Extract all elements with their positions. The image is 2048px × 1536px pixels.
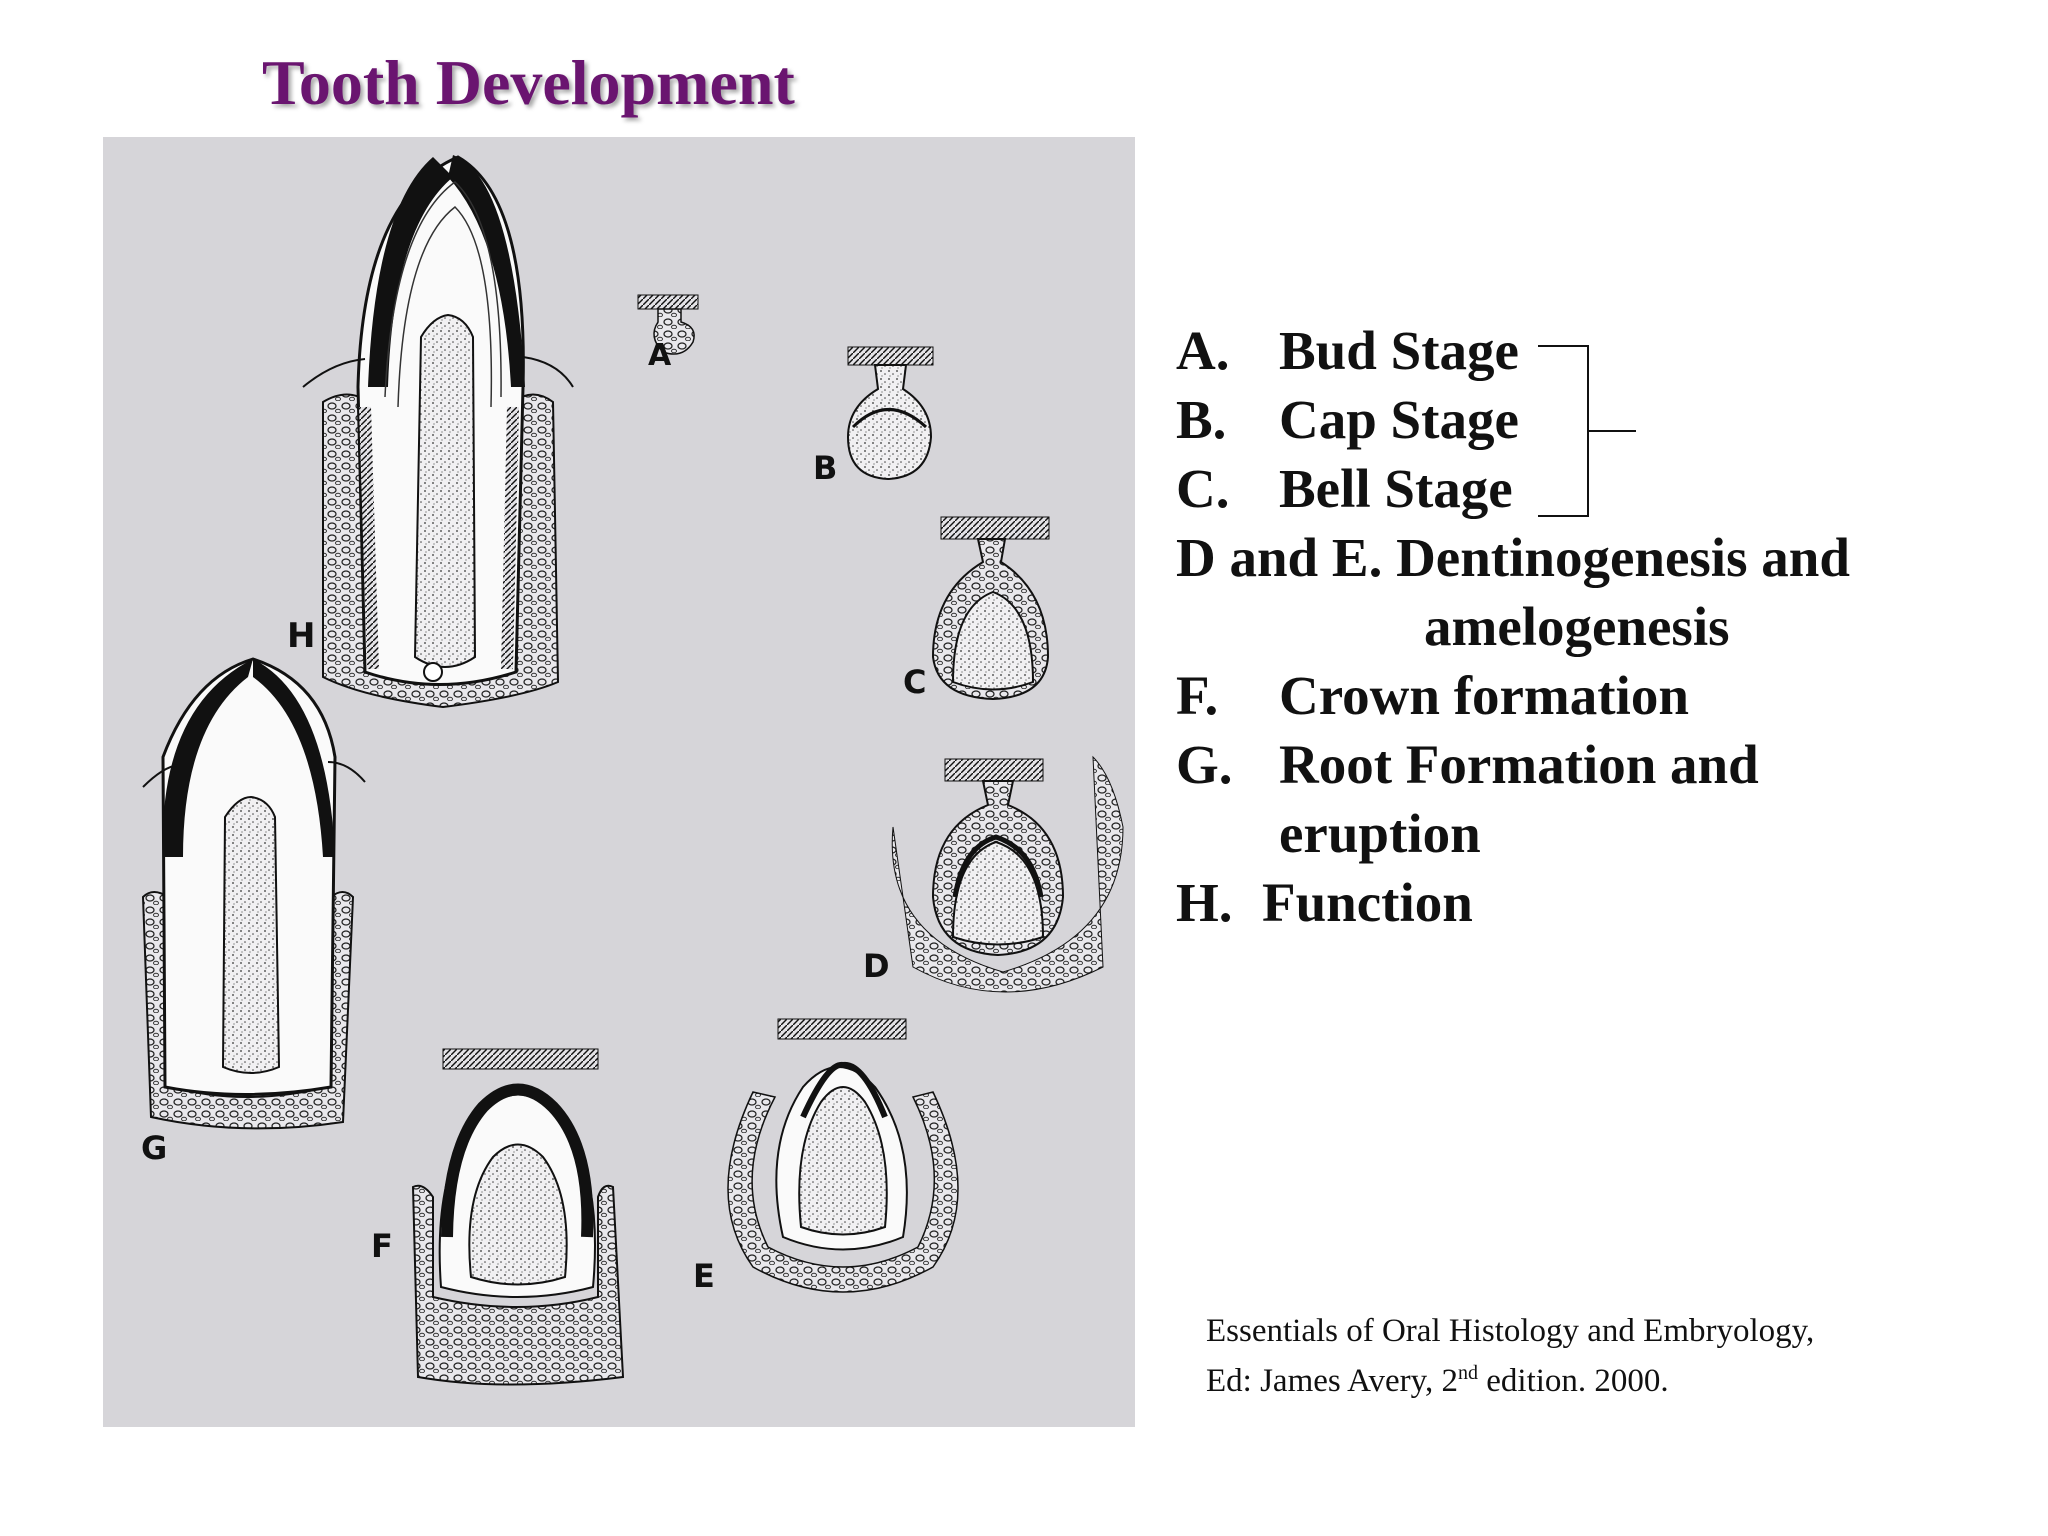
citation-line-2 — [1206, 1352, 1814, 1402]
tooth-stage-f-drawing — [413, 1049, 623, 1385]
figure-label-h: H — [287, 616, 316, 656]
citation-superscript: nd — [1458, 1362, 1479, 1384]
figure-label-c: C — [903, 663, 927, 701]
slide-title: Tooth Development — [262, 47, 795, 118]
figure-label-e: E — [693, 1257, 715, 1295]
citation-edition: edition. 2000. — [1478, 1363, 1669, 1399]
tooth-stage-c-drawing — [933, 517, 1049, 699]
stage-text: Root Formation and — [1279, 734, 1759, 795]
tooth-development-figure — [103, 137, 1135, 1427]
stage-letter: F. — [1176, 665, 1219, 726]
figure-label-a: A — [648, 338, 672, 373]
stage-letter: B. — [1176, 389, 1227, 450]
stage-text: Function — [1262, 872, 1473, 933]
tooth-stage-e-drawing — [728, 1019, 958, 1292]
figure-label-g: G — [141, 1129, 168, 1167]
stage-letter: A. — [1176, 320, 1230, 381]
stage-text: Bud Stage — [1279, 320, 1519, 381]
stage-letter: H. — [1176, 872, 1233, 933]
stage-text: Bell Stage — [1279, 458, 1513, 519]
figure-label-d: D — [863, 947, 890, 985]
stage-text-continued: eruption — [1279, 803, 1481, 864]
tooth-stage-b-drawing — [848, 347, 933, 479]
figure-label-f: F — [371, 1227, 393, 1265]
tooth-stage-d-drawing — [892, 757, 1123, 992]
stage-letter: C. — [1176, 458, 1230, 519]
stage-text: Cap Stage — [1279, 389, 1519, 450]
stage-text: Crown formation — [1279, 665, 1689, 726]
tooth-stage-g-drawing — [143, 659, 365, 1128]
stage-letter: G. — [1176, 734, 1233, 795]
figure-label-b: B — [813, 449, 838, 487]
stage-text-continued: amelogenesis — [1424, 596, 1730, 657]
tooth-stage-h-drawing — [303, 155, 573, 707]
citation-line-1: Essentials of Oral Histology and Embryology, — [1206, 1313, 1815, 1349]
source-citation — [1206, 1310, 1814, 1402]
citation-author: Ed: James Avery, 2 — [1206, 1363, 1459, 1399]
stage-text: D and E. Dentinogenesis and — [1176, 527, 1850, 588]
